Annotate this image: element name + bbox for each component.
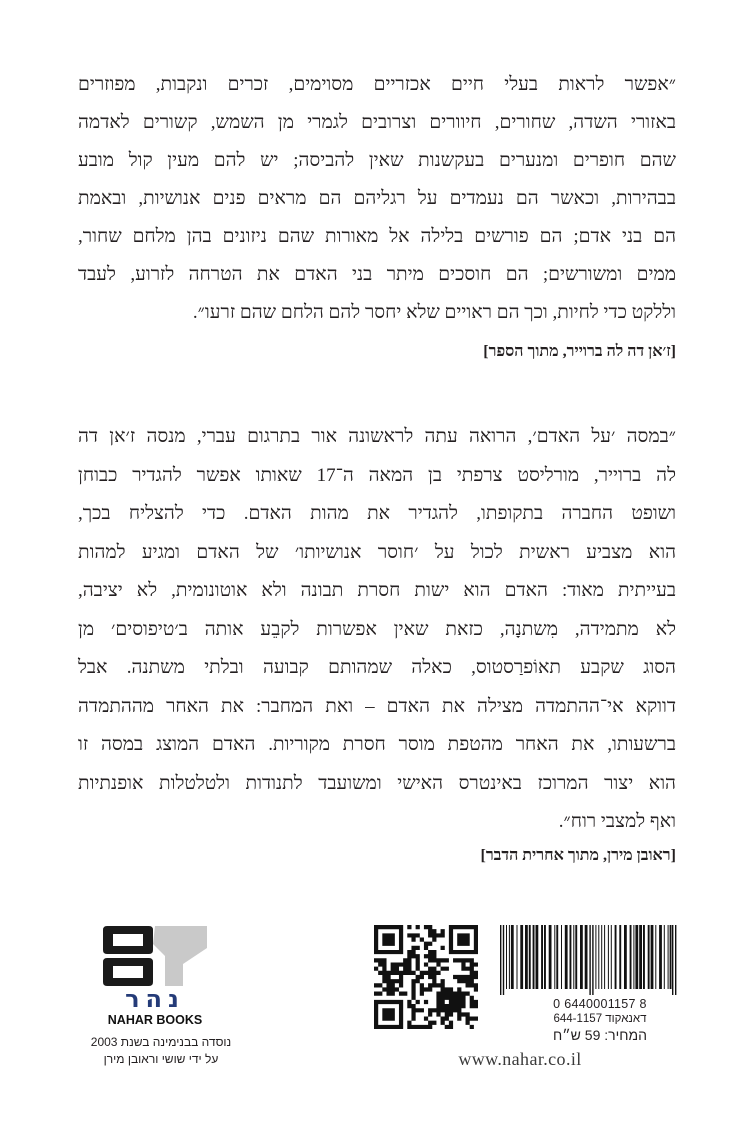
logo-mark-icon <box>103 924 207 986</box>
quote-line: לה ברוייר, מורליסט צרפתי בן המאה ה־17 שאותו אפשר להגדיר כבוחן <box>78 464 676 486</box>
quote-attribution-2: [ראובן מירן, מתוך אחרית הדבר] <box>480 847 676 864</box>
logo-hebrew-letters: נהר <box>125 985 185 1013</box>
quote-line: הוא יצור המרוכז באינטרס האישי ומשועבד לתנודות ולטלטלות אופנתיות <box>78 772 676 794</box>
quote-line: וללקט כדי לחיות, וכך הם ראויים שלא יחסר להם הלחם שהם זרעו״. <box>192 302 676 323</box>
quote-line: ממים ומשורשים; הם חוסכים מיתר בני האדם את הטרחה לזרוע, לעבד <box>78 264 676 285</box>
quote-line: לא מתמידה, מִשתנָה, כזאת שאין אפשרות לקבֵע אותה ב׳טיפוסים׳ מן <box>78 618 676 640</box>
quote-line: הוא מצביע ראשית לכול על ׳חוסר אנושיותו׳ של האדם ומגיע למהות <box>78 541 676 563</box>
founded-line-1: נוסדה בבנימינה בשנת 2003 <box>90 1035 232 1049</box>
quote-line: ושופט החברה בתקופתו, להגדיר את מהות האדם. כדי להצליח בכך, <box>78 503 676 524</box>
quote-line: בבהירות, וכאשר הם נעמדים על רגליהם הם מראים פנים אנושיות, ובאמת <box>78 188 676 209</box>
barcode-icon <box>498 925 678 995</box>
barcode-graphic <box>498 925 678 995</box>
quote-line: באזורי השדה, שחורים, חיוורים וצרובים לגמרי מן השמש, קשורים לאדמה <box>78 112 676 133</box>
qr-modules <box>374 925 478 1029</box>
quote-line: ואף למצבי רוח״. <box>558 811 676 832</box>
publisher-name: NAHAR BOOKS <box>107 1013 203 1027</box>
founded-line-2: על ידי שושי וראובן מירן <box>103 1052 219 1066</box>
quote-line: ״אפשר לראות בעלי חיים אכזריים מסוימים, זכרים ונקבות, מפוזרים <box>78 74 676 95</box>
price-label: המחיר: 59 ש״ח <box>553 1027 647 1043</box>
publisher-website: www.nahar.co.il <box>458 1049 582 1069</box>
quote-line: שהם חופרים ומנערים בעקשנות שאין להביסה; יש להם מעין קול מובע <box>78 150 676 171</box>
barcode-number: 0 6440001157 8 <box>553 997 647 1011</box>
quote-line: בעייתית מאוד: האדם הוא ישות חסרת תבונה ולא אוטונומית, לא יציבה, <box>78 580 676 601</box>
quote-block-2 <box>78 418 676 842</box>
quote-attribution-1: [ז׳אן דה לה ברוייר, מתוך הספר] <box>483 343 676 360</box>
quote-line: ״במסה ׳על האדם׳, הרואה עתה לראשונה אור בתרגום עברי, מנסה ז׳אן דה <box>78 426 676 447</box>
nahar-books-logo <box>103 924 213 1028</box>
quote-block-1 <box>78 66 676 332</box>
qr-code-graphic <box>374 925 478 1029</box>
quote-line: דווקא אי־ההתמדה מצילה את האדם – ואת המחבר: את האחר מההתמדה <box>78 695 676 717</box>
quote-line: הם בני אדם; הם פורשים בלילה אל מאורות שהם ניזונים בהן מלחם שחור, <box>78 226 676 247</box>
qr-code-icon <box>374 925 478 1029</box>
quote-line: ברשעותו, את האחר מהטפת מוסר חסרת מקוריות. האדם המוצג במסה זו <box>78 734 676 755</box>
barcode-bars <box>500 925 676 995</box>
quote-line: הסוג שקבע תאוֹפרַסטוס, כאלה שמהותם קבועה ובלתי משתנה. אבל <box>78 657 676 678</box>
danacode: דאנאקוד 644-1157 <box>553 1013 647 1025</box>
